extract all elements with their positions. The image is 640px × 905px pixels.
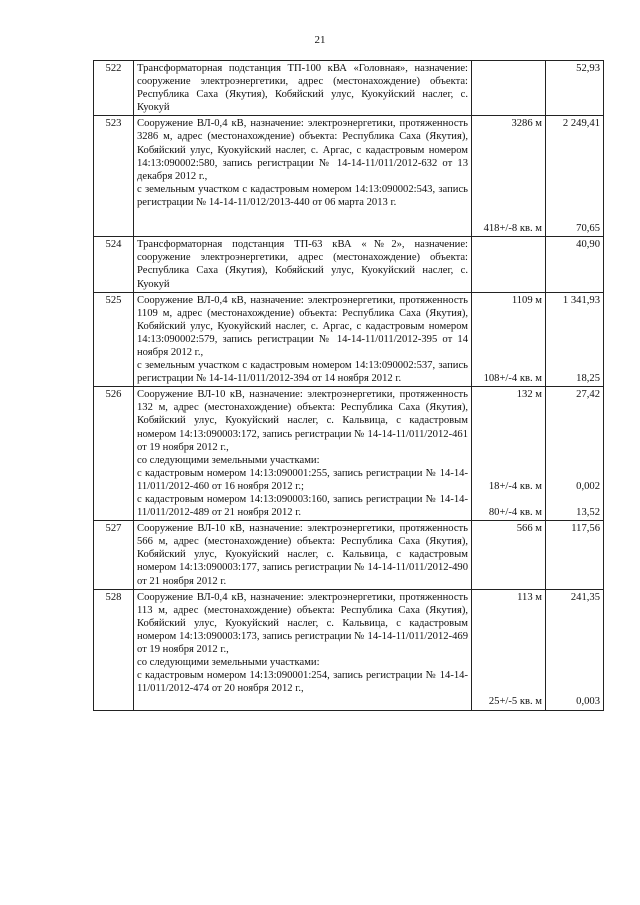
object-description xyxy=(134,387,472,521)
quantity-value xyxy=(475,196,542,209)
property-registry-table xyxy=(93,60,604,711)
value-amount xyxy=(549,428,600,441)
quantity-value xyxy=(475,238,542,251)
value-amount xyxy=(549,157,600,170)
description-paragraph: Сооружение ВЛ-0,4 кВ, назначение: электроэнергетики, протяженность 1109 м, адрес (местонахождение) объекта: Республика Саха (Якутия), Кобяйский улус, Куокуйский наслег, с. Аргас, с кадастровым номером 14:13:090002:579, запись регистрации № 14-14-11/011/2012-395 от 14 ноября 2012 г., xyxy=(137,294,468,358)
quantity-value xyxy=(475,346,542,359)
quantity-value xyxy=(475,414,542,427)
value-amount xyxy=(549,130,600,143)
value-amount xyxy=(549,307,600,320)
table-row xyxy=(94,521,604,589)
quantity-value xyxy=(475,359,542,372)
quantity-value xyxy=(475,130,542,143)
object-description xyxy=(134,116,472,237)
value-amount xyxy=(549,320,600,333)
row-number: 524 xyxy=(94,237,134,292)
row-number: 527 xyxy=(94,521,134,589)
description-paragraph: с земельным участком с кадастровым номером 14:13:090002:543, запись регистрации № 14-14-11/012/2013-440 от 06 марта 2013 г. xyxy=(137,183,468,208)
value-cell xyxy=(546,589,604,710)
value-amount xyxy=(549,493,600,506)
description-paragraph: Сооружение ВЛ-0,4 кВ, назначение: электроэнергетики, протяженность 3286 м, адрес (местонахождение) объекта: Республика Саха (Якутия), Кобяйский улус, Куокуйский наслег, с. Аргас, с кадастровым номером 14:13:090002:580, запись регистрации № 14-14-11/011/2012-632 от 13 декабря 2012 г., xyxy=(137,118,468,182)
quantity-value xyxy=(475,307,542,320)
quantity-value xyxy=(475,669,542,682)
quantity-value xyxy=(475,441,542,454)
description-paragraph: Трансформаторная подстанция ТП-100 кВА «Головная», назначение: сооружение электроэнергетики, адрес (местонахождение) объекта: Республика Саха (Якутия), Кобяйский улус, Куокуйский наслег, с. Куокуй xyxy=(137,63,468,114)
value-amount: 0,003 xyxy=(576,696,600,708)
description-paragraph: с кадастровым номером 14:13:090003:160, запись регистрации № 14-14-11/011/2012-489 от 21 ноября 2012 г. xyxy=(137,494,468,519)
quantity-cell xyxy=(472,292,546,387)
value-amount xyxy=(549,183,600,196)
value-amount xyxy=(549,359,600,372)
quantity-value xyxy=(475,454,542,467)
quantity-cell xyxy=(472,589,546,710)
quantity-value xyxy=(475,209,542,222)
value-amount xyxy=(549,414,600,427)
value-cell xyxy=(546,521,604,589)
quantity-value: 1109 м xyxy=(511,294,542,306)
quantity-value: 3286 м xyxy=(511,118,542,130)
quantity-value xyxy=(475,643,542,656)
quantity-value: 80+/-4 кв. м xyxy=(488,507,542,519)
value-amount xyxy=(549,170,600,183)
table-row xyxy=(94,116,604,237)
quantity-value xyxy=(475,183,542,196)
page-number: 21 xyxy=(314,34,326,46)
value-amount xyxy=(549,682,600,695)
value-cell xyxy=(546,237,604,292)
quantity-value xyxy=(475,333,542,346)
value-amount: 241,35 xyxy=(570,591,600,603)
quantity-value xyxy=(475,630,542,643)
value-cell xyxy=(546,61,604,116)
description-paragraph: со следующими земельными участками: xyxy=(137,657,320,669)
table-row xyxy=(94,292,604,387)
value-cell xyxy=(546,116,604,237)
quantity-value xyxy=(475,401,542,414)
row-number: 523 xyxy=(94,116,134,237)
table-row xyxy=(94,387,604,521)
value-amount xyxy=(549,454,600,467)
value-amount: 27,42 xyxy=(576,389,600,401)
value-amount xyxy=(549,209,600,222)
quantity-value: 18+/-4 кв. м xyxy=(488,480,542,492)
value-cell xyxy=(546,292,604,387)
description-paragraph: Сооружение ВЛ-10 кВ, назначение: электроэнергетики, протяженность 566 м, адрес (местонахождение) объекта: Республика Саха (Якутия), Кобяйский улус, Куокуйский наслег, с. Кальвица, с кадастровым номером 14:13:090003:177, запись регистрации № 14-14-11/011/2012-490 от 21 ноября 2012 г. xyxy=(137,523,468,587)
row-number: 522 xyxy=(94,61,134,116)
row-number: 528 xyxy=(94,589,134,710)
value-amount xyxy=(549,333,600,346)
value-amount xyxy=(549,346,600,359)
value-amount xyxy=(549,617,600,630)
quantity-value xyxy=(475,320,542,333)
object-description xyxy=(134,61,472,116)
value-amount xyxy=(549,401,600,414)
quantity-value: 25+/-5 кв. м xyxy=(488,696,542,708)
description-paragraph: с кадастровым номером 14:13:090001:255, запись регистрации № 14-14-11/011/2012-460 от 16 ноября 2012 г.; xyxy=(137,467,468,492)
value-amount xyxy=(549,467,600,480)
quantity-cell xyxy=(472,116,546,237)
quantity-value xyxy=(475,62,542,75)
row-number: 525 xyxy=(94,292,134,387)
value-amount: 18,25 xyxy=(576,373,600,385)
value-amount xyxy=(549,669,600,682)
table-row xyxy=(94,61,604,116)
quantity-value xyxy=(475,656,542,669)
value-amount: 117,56 xyxy=(571,523,600,535)
value-amount xyxy=(549,196,600,209)
value-amount xyxy=(549,630,600,643)
quantity-value: 108+/-4 кв. м xyxy=(483,373,542,385)
quantity-value xyxy=(475,170,542,183)
object-description xyxy=(134,589,472,710)
value-amount: 13,52 xyxy=(576,507,600,519)
quantity-value xyxy=(475,157,542,170)
quantity-value xyxy=(475,493,542,506)
value-amount: 52,93 xyxy=(576,63,600,74)
quantity-cell xyxy=(472,61,546,116)
quantity-value xyxy=(475,467,542,480)
quantity-cell xyxy=(472,387,546,521)
quantity-value: 132 м xyxy=(516,389,542,401)
quantity-cell xyxy=(472,237,546,292)
quantity-value xyxy=(475,617,542,630)
value-amount xyxy=(549,441,600,454)
value-amount xyxy=(549,604,600,617)
quantity-value xyxy=(475,682,542,695)
value-amount xyxy=(549,643,600,656)
quantity-value xyxy=(475,144,542,157)
quantity-value: 566 м xyxy=(516,523,542,535)
quantity-value: 418+/-8 кв. м xyxy=(483,223,542,235)
value-amount: 2 249,41 xyxy=(562,118,600,130)
description-paragraph: Сооружение ВЛ-10 кВ, назначение: электроэнергетики, протяженность 132 м, адрес (местонахождение) объекта: Республика Саха (Якутия), Кобяйский улус, Куокуйский наслег, с. Кальвица, с кадастровым номером 14:13:090003:172, запись регистрации № 14-14-11/011/2012-461 от 19 ноября 2012 г., xyxy=(137,389,468,453)
description-paragraph: с земельным участком с кадастровым номером 14:13:090002:537, запись регистрации № 14-14-11/011/2012-394 от 14 ноября 2012 г. xyxy=(137,360,468,385)
description-paragraph: Сооружение ВЛ-0,4 кВ, назначение: электроэнергетики, протяженность 113 м, адрес (местонахождение) объекта: Республика Саха (Якутия), Кобяйский улус, Куокуйский наслег, с. Кальвица, с кадастровым номером 14:13:090003:173, запись регистрации № 14-14-11/011/2012-469 от 19 ноября 2012 г., xyxy=(137,591,468,656)
value-amount: 40,90 xyxy=(576,239,600,251)
value-amount: 70,65 xyxy=(576,223,600,235)
value-cell xyxy=(546,387,604,521)
object-description xyxy=(134,237,472,292)
quantity-cell xyxy=(472,521,546,589)
value-amount xyxy=(549,656,600,669)
object-description xyxy=(134,521,472,589)
quantity-value xyxy=(475,428,542,441)
object-description xyxy=(134,292,472,387)
value-amount xyxy=(549,144,600,157)
value-amount: 0,002 xyxy=(576,480,600,492)
description-paragraph: со следующими земельными участками: xyxy=(137,454,320,466)
table-row xyxy=(94,589,604,710)
description-paragraph: Трансформаторная подстанция ТП-63 кВА «№2», назначение: сооружение электроэнергетики, адрес (местонахождение) объекта: Республика Саха (Якутия), Кобяйский улус, Куокуйский наслег, с. Куокуй xyxy=(137,239,468,290)
quantity-value xyxy=(475,604,542,617)
table-row xyxy=(94,237,604,292)
row-number: 526 xyxy=(94,387,134,521)
value-amount: 1 341,93 xyxy=(562,294,600,306)
description-paragraph: с кадастровым номером 14:13:090001:254, запись регистрации № 14-14-11/011/2012-474 от 20 ноября 2012 г., xyxy=(137,670,468,695)
quantity-value: 113 м xyxy=(517,591,542,603)
